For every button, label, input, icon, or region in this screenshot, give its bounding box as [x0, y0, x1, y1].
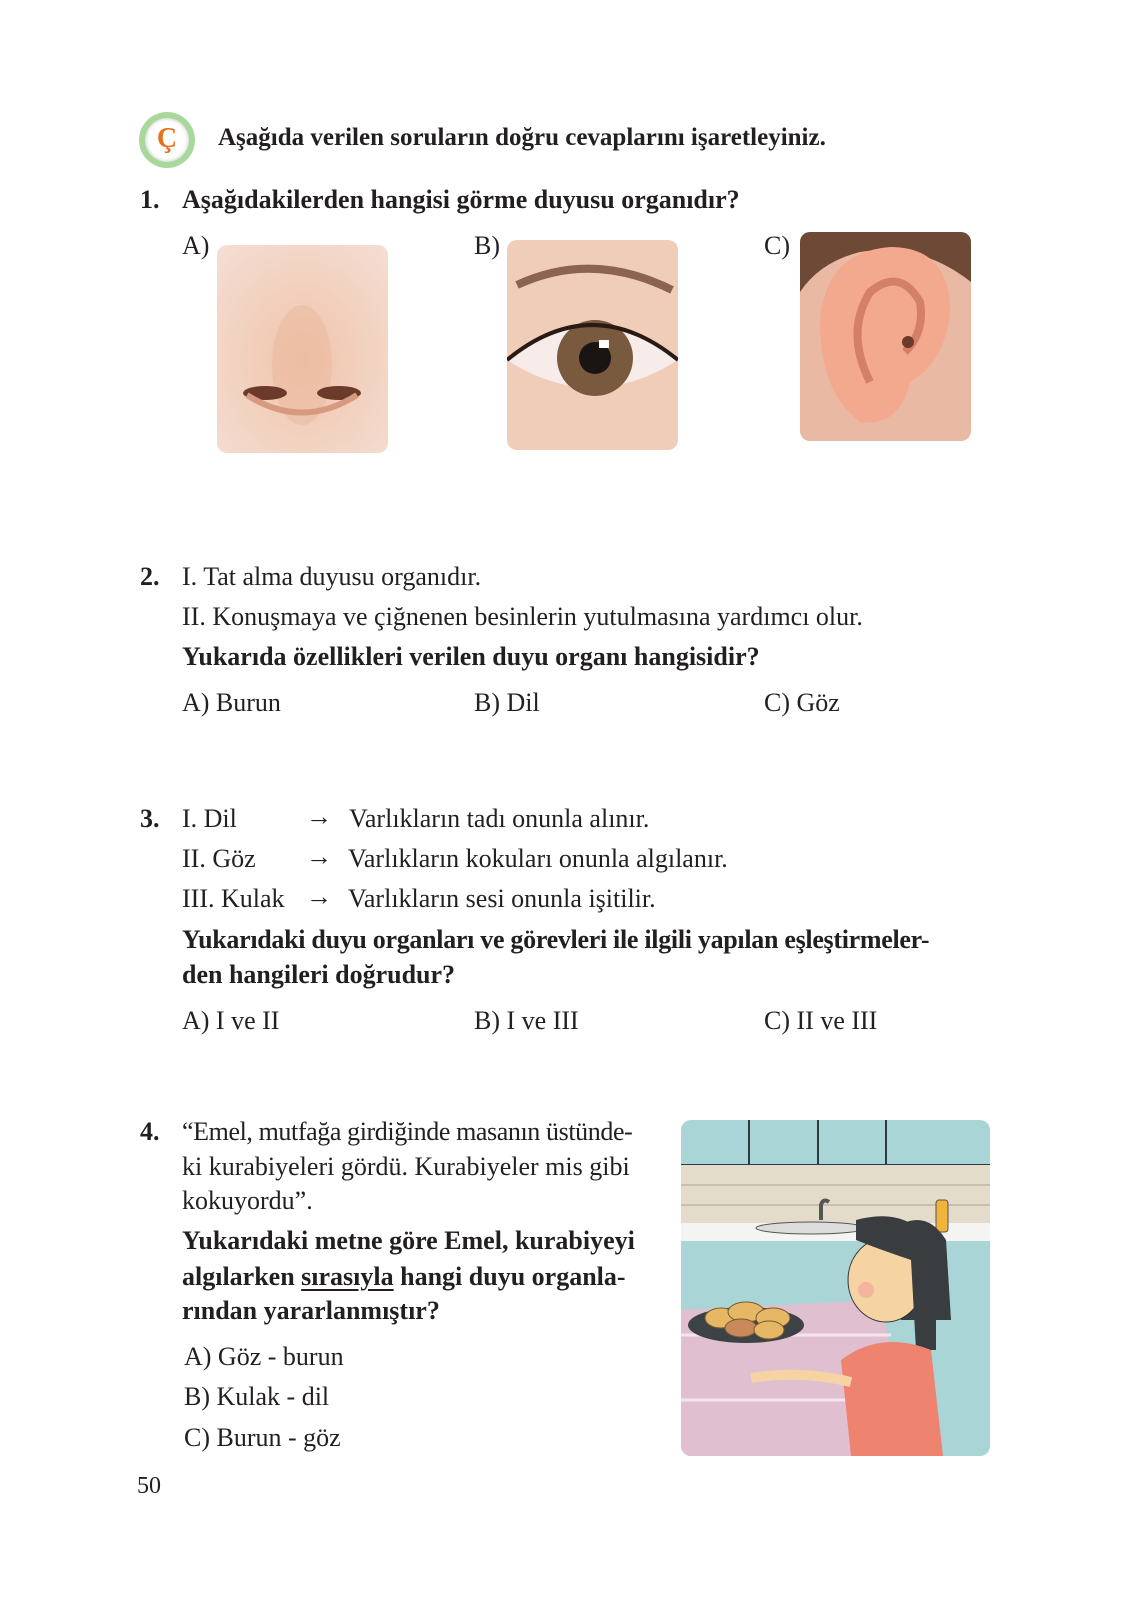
q1-option-c-label[interactable]: C) — [764, 231, 790, 260]
ear-photo[interactable] — [800, 232, 971, 441]
q2-option-a[interactable]: A) Burun — [182, 688, 281, 717]
q2-number: 2. — [140, 562, 160, 591]
girl-smelling-cookies-illustration — [681, 1120, 990, 1456]
q4-question-line-2 — [182, 1261, 626, 1293]
q1-question: Aşağıdakilerden hangisi görme duyusu organıdır? — [182, 185, 740, 214]
q2-question: Yukarıda özellikleri verilen duyu organı hangisidir? — [182, 642, 760, 671]
q4-quote-line-2: ki kurabiyeleri gördü. Kurabiyeler mis gibi — [182, 1152, 630, 1181]
q2-option-c[interactable]: C) Göz — [764, 688, 840, 717]
q3-organ-2: II. Göz — [182, 844, 256, 873]
q3-option-c[interactable]: C) II ve III — [764, 1006, 878, 1035]
page-number: 50 — [137, 1473, 161, 1499]
section-instruction: Aşağıda verilen soruların doğru cevaplarını işaretleyiniz. — [218, 124, 826, 151]
q3-question-line-1: Yukarıdaki duyu organları ve görevleri ile ilgili yapılan eşleştirmeler- — [182, 925, 930, 954]
q1-number: 1. — [140, 185, 160, 214]
section-badge — [139, 112, 195, 168]
q2-statement-2: II. Konuşmaya ve çiğnenen besinlerin yutulmasına yardımcı olur. — [182, 602, 863, 631]
arrow-icon: → — [306, 882, 332, 911]
q3-function-1: Varlıkların tadı onunla alınır. — [349, 804, 650, 833]
q4-question-line-3: rından yararlanmıştır? — [182, 1296, 440, 1325]
q3-organ-3: III. Kulak — [182, 884, 285, 913]
q4-question-line-1: Yukarıdaki metne göre Emel, kurabiyeyi — [182, 1226, 635, 1255]
q4-question-underlined: sırasıyla — [301, 1262, 394, 1291]
q4-question-pre: algılarken — [182, 1262, 302, 1291]
arrow-icon: → — [306, 842, 332, 871]
q3-option-b[interactable]: B) I ve III — [474, 1006, 579, 1035]
q3-function-2: Varlıkların kokuları onunla algılanır. — [348, 844, 728, 873]
q4-quote-line-3: kokuyordu”. — [182, 1186, 313, 1215]
q3-organ-1: I. Dil — [182, 804, 237, 833]
q2-option-b[interactable]: B) Dil — [474, 688, 540, 717]
q3-function-3: Varlıkların sesi onunla işitilir. — [348, 884, 656, 913]
q1-option-a-label[interactable]: A) — [182, 231, 210, 260]
q4-option-a[interactable]: A) Göz - burun — [184, 1342, 344, 1371]
nose-photo[interactable] — [217, 245, 388, 453]
q3-question-line-2: den hangileri doğrudur? — [182, 960, 456, 989]
q4-number: 4. — [140, 1117, 160, 1146]
q4-option-c[interactable]: C) Burun - göz — [184, 1423, 341, 1452]
q1-option-b-label[interactable]: B) — [474, 231, 500, 260]
q4-question-post: hangi duyu organla- — [393, 1262, 626, 1291]
q3-number: 3. — [140, 804, 160, 833]
q2-statement-1: I. Tat alma duyusu organıdır. — [182, 562, 482, 591]
arrow-icon: → — [306, 802, 332, 831]
section-badge-letter: Ç — [156, 123, 178, 154]
q4-option-b[interactable]: B) Kulak - dil — [184, 1382, 330, 1411]
eye-photo[interactable] — [507, 240, 678, 450]
q4-quote-line-1: “Emel, mutfağa girdiğinde masanın üstünde- — [182, 1117, 633, 1146]
q3-option-a[interactable]: A) I ve II — [182, 1006, 280, 1035]
